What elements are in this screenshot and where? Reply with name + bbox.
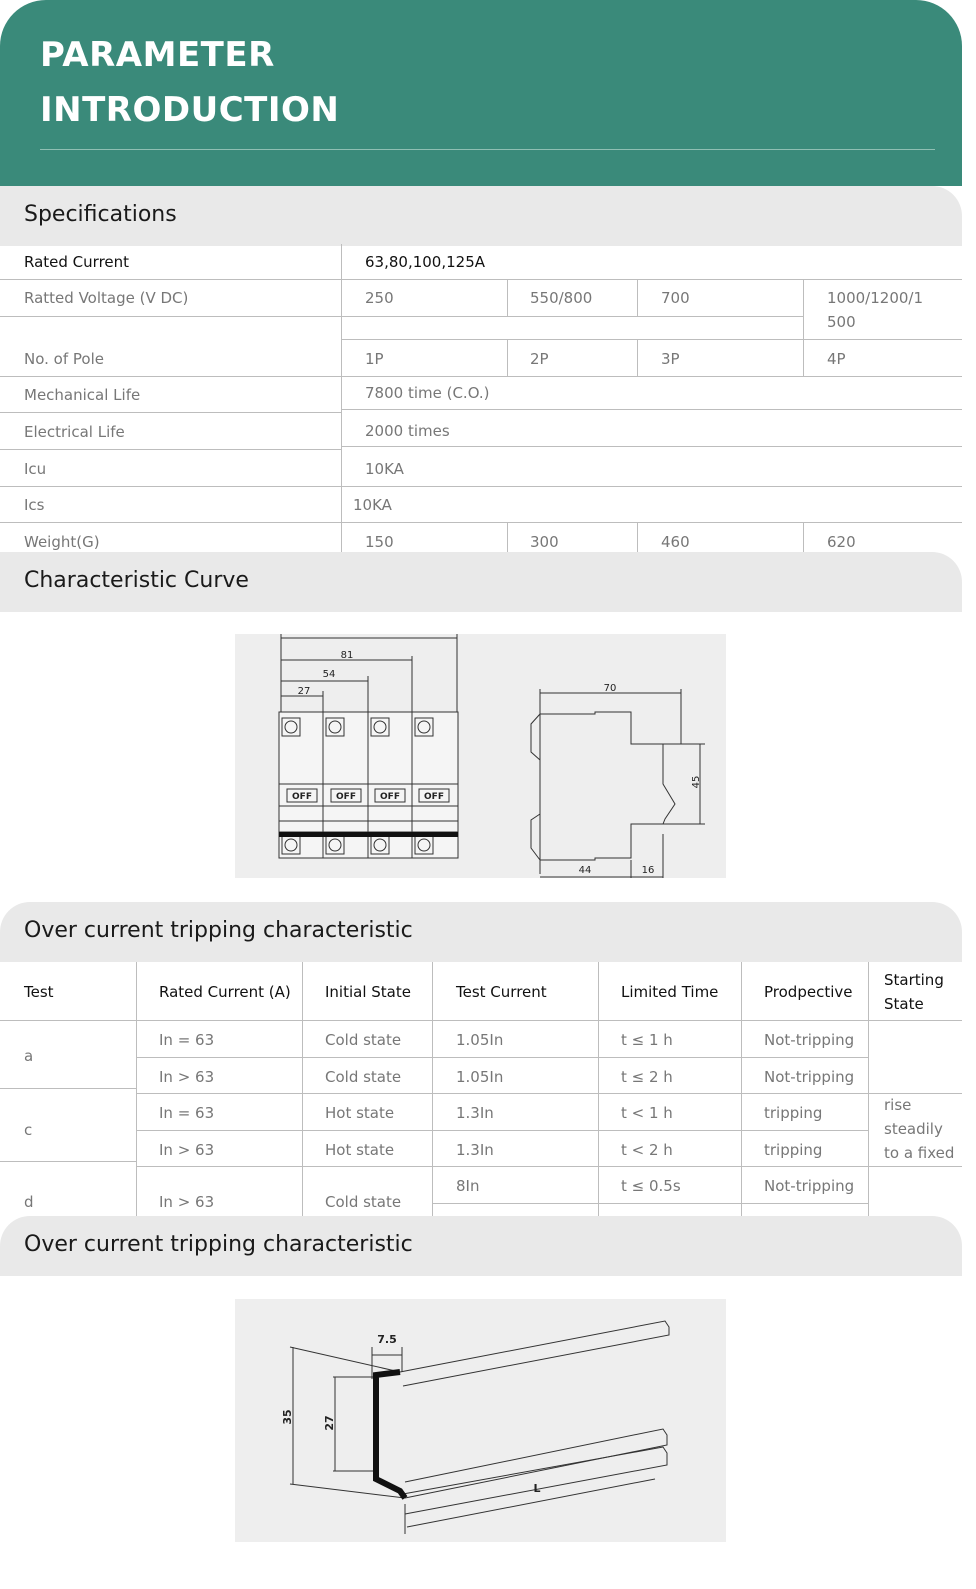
poles-label: No. of Pole <box>24 350 104 368</box>
section-characteristic-curve: Characteristic Curve <box>0 552 962 612</box>
test-c: c <box>24 1121 33 1139</box>
elec-life-value: 2000 times <box>365 422 450 440</box>
section-tripping-characteristic-2: Over current tripping characteristic <box>0 1216 962 1276</box>
off-label: OFF <box>424 792 444 802</box>
pole-value: 4P <box>827 350 846 368</box>
pole-value: 2P <box>530 350 549 368</box>
dim-27: 27 <box>323 1415 336 1431</box>
header-starting: Starting <box>884 971 944 989</box>
row-initial-state: Hot state <box>325 1141 395 1159</box>
section-tripping-characteristic: Over current tripping characteristic <box>0 902 962 962</box>
icu-label: Icu <box>24 460 47 478</box>
header-test-current: Test Current <box>456 983 547 1001</box>
starting-state-text: to a fixed <box>884 1144 955 1162</box>
row-test-current: 1.3In <box>456 1104 494 1122</box>
page-header <box>0 0 962 186</box>
row-rated-current: In > 63 <box>159 1193 215 1211</box>
header-test: Test <box>24 983 54 1001</box>
dim-81: 81 <box>340 650 354 661</box>
dim-27: 27 <box>297 686 311 697</box>
off-label: OFF <box>336 792 356 802</box>
row-test-current: 1.05In <box>456 1031 504 1049</box>
row-test-current: 1.05In <box>456 1068 504 1086</box>
weight-label: Weight(G) <box>24 533 100 551</box>
mech-life-value: 7800 time (C.O.) <box>365 384 490 402</box>
weight-value: 150 <box>365 533 394 551</box>
voltage-value: 700 <box>661 289 690 307</box>
din-rail-drawing <box>235 1299 726 1542</box>
ics-value: 10KA <box>353 496 392 514</box>
pole-value: 3P <box>661 350 680 368</box>
row-limited-time: t < 2 h <box>621 1141 673 1159</box>
page-title: PARAMETER INTRODUCTION <box>40 35 340 130</box>
header-limited-time: Limited Time <box>621 983 719 1001</box>
pole-value: 1P <box>365 350 384 368</box>
row-initial-state: Cold state <box>325 1193 402 1211</box>
dim-length: L <box>533 1482 541 1495</box>
off-label: OFF <box>292 792 312 802</box>
dim-44: 44 <box>578 865 592 876</box>
voltage-label: Ratted Voltage (V DC) <box>24 289 189 307</box>
breaker-dimension-drawing <box>235 634 726 878</box>
header-state: State <box>884 995 924 1013</box>
row-rated-current: In = 63 <box>159 1031 215 1049</box>
row-result: Not-tripping <box>764 1068 855 1086</box>
header-initial-state: Initial State <box>325 983 411 1001</box>
starting-state-text: rise <box>884 1096 912 1114</box>
voltage-value: 500 <box>827 313 856 331</box>
test-a: a <box>24 1047 34 1065</box>
weight-value: 300 <box>530 533 559 551</box>
row-result: Not-tripping <box>764 1177 855 1195</box>
voltage-value: 550/800 <box>530 289 593 307</box>
row-initial-state: Cold state <box>325 1031 402 1049</box>
row-rated-current: In = 63 <box>159 1104 215 1122</box>
off-label: OFF <box>380 792 400 802</box>
dim-7-5: 7.5 <box>377 1333 397 1346</box>
row-rated-current: In > 63 <box>159 1141 215 1159</box>
row-limited-time: t ≤ 2 h <box>621 1068 673 1086</box>
row-result: tripping <box>764 1141 823 1159</box>
dim-45: 45 <box>691 775 702 789</box>
row-limited-time: t ≤ 0.5s <box>621 1177 681 1195</box>
dim-16: 16 <box>641 865 655 876</box>
row-result: tripping <box>764 1104 823 1122</box>
header-prodpective: Prodpective <box>764 983 853 1001</box>
row-initial-state: Cold state <box>325 1068 402 1086</box>
dim-35: 35 <box>281 1409 294 1425</box>
weight-value: 620 <box>827 533 856 551</box>
elec-life-label: Electrical Life <box>24 423 125 441</box>
header-divider <box>40 149 935 150</box>
ics-label: Ics <box>24 496 45 514</box>
rated-current-value: 63,80,100,125A <box>365 253 485 271</box>
header-rated-current: Rated Current (A) <box>159 983 291 1001</box>
starting-state-text: steadily <box>884 1120 943 1138</box>
dim-54: 54 <box>322 669 336 680</box>
icu-value: 10KA <box>365 460 404 478</box>
voltage-value: 1000/1200/1 <box>827 289 923 307</box>
mech-life-label: Mechanical Life <box>24 386 141 404</box>
dim-70: 70 <box>603 683 617 694</box>
section-specifications: Specifications <box>0 186 962 246</box>
rated-current-label: Rated Current <box>24 253 130 271</box>
weight-value: 460 <box>661 533 690 551</box>
row-limited-time: t < 1 h <box>621 1104 673 1122</box>
row-test-current: 1.3In <box>456 1141 494 1159</box>
row-initial-state: Hot state <box>325 1104 395 1122</box>
row-test-current: 8In <box>456 1177 480 1195</box>
row-rated-current: In > 63 <box>159 1068 215 1086</box>
row-limited-time: t ≤ 1 h <box>621 1031 673 1049</box>
voltage-value: 250 <box>365 289 394 307</box>
row-result: Not-tripping <box>764 1031 855 1049</box>
test-d: d <box>24 1193 34 1211</box>
